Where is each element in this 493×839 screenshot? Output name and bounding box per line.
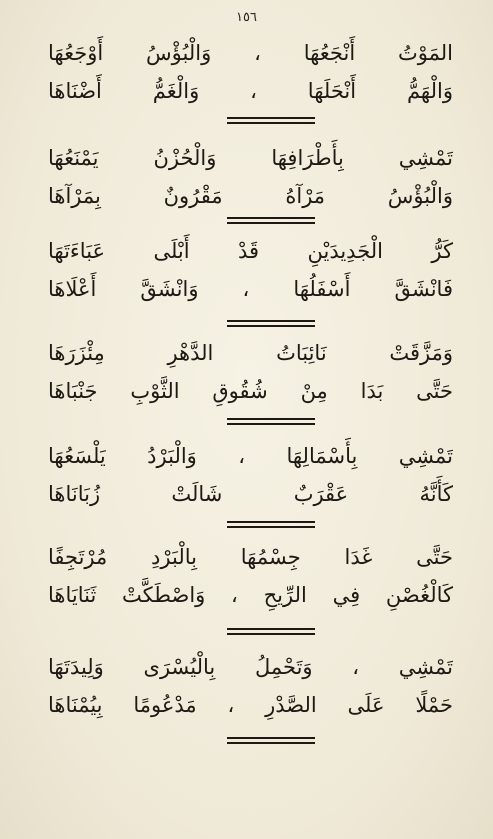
stanza-7 bbox=[48, 648, 453, 724]
verse-line: حَتَّى بَدَا مِنْ شُقُوقِ الثَّوْبِ جَنْبَاهَا bbox=[48, 379, 453, 403]
verse-line: كَالْغُصْنِ فِي الرِّيحِ ، وَاصْطَكَّتْ ثَنَايَاهَا bbox=[48, 583, 453, 607]
verse-line: كَرُّ الْجَدِيدَيْنِ قَدْ أَبْلَى عَبَاءَتَهَا bbox=[48, 239, 453, 263]
verse-line: فَانْشَقَّ أَسْفَلُهَا ، وَانْشَقَّ أَعْلَاهَا bbox=[48, 277, 453, 301]
stanza-divider bbox=[227, 418, 315, 425]
verse-line: وَالْبُؤْسُ مَرْآهُ مَقْرُونٌ بِمَرْآهَا bbox=[48, 184, 453, 208]
verse-line: تَمْشِي بِأَسْمَالِهَا ، وَالْبَرْدُ يَلْسَعُهَا bbox=[48, 444, 453, 468]
stanza-divider bbox=[227, 628, 315, 635]
verse-line: حَمْلًا عَلَى الصَّدْرِ ، مَدْعُومًا بِيُمْنَاهَا bbox=[48, 693, 453, 717]
page-number: ١٥٦ bbox=[236, 10, 257, 25]
verse-line: تَمْشِي ، وَتَحْمِلُ بِالْيُسْرَى وَلِيدَتَهَا bbox=[48, 655, 453, 679]
verse-line: وَالْهَمُّ أَنْحَلَهَا ، وَالْغَمُّ أَضْنَاهَا bbox=[48, 79, 453, 103]
stanza-4 bbox=[48, 334, 453, 410]
stanza-divider bbox=[227, 521, 315, 528]
verse-line: وَمَزَّقَتْ نَائِبَاتُ الدَّهْرِ مِئْزَرَهَا bbox=[48, 341, 453, 365]
stanza-6 bbox=[48, 538, 453, 614]
stanza-1 bbox=[48, 34, 453, 110]
stanza-divider bbox=[227, 217, 315, 224]
stanza-divider bbox=[227, 117, 315, 124]
stanza-divider bbox=[227, 320, 315, 327]
stanza-divider bbox=[227, 737, 315, 744]
stanza-3 bbox=[48, 232, 453, 308]
verse-line: المَوْتُ أَنْجَعُهَا ، وَالْبُؤْسُ أَوْجَعُهَا bbox=[48, 41, 453, 65]
verse-line: كَأَنَّهُ عَقْرَبٌ شَالَتْ زُبَانَاهَا bbox=[48, 482, 453, 506]
verse-line: حَتَّى غَدَا جِسْمُهَا بِالْبَرْدِ مُرْتَجِفًا bbox=[48, 545, 453, 569]
stanza-5 bbox=[48, 437, 453, 513]
stanza-2 bbox=[48, 139, 453, 215]
verse-line: تَمْشِي بِأَطْرَافِهَا وَالْحُزْنُ يَمْنَعُهَا bbox=[48, 146, 453, 170]
